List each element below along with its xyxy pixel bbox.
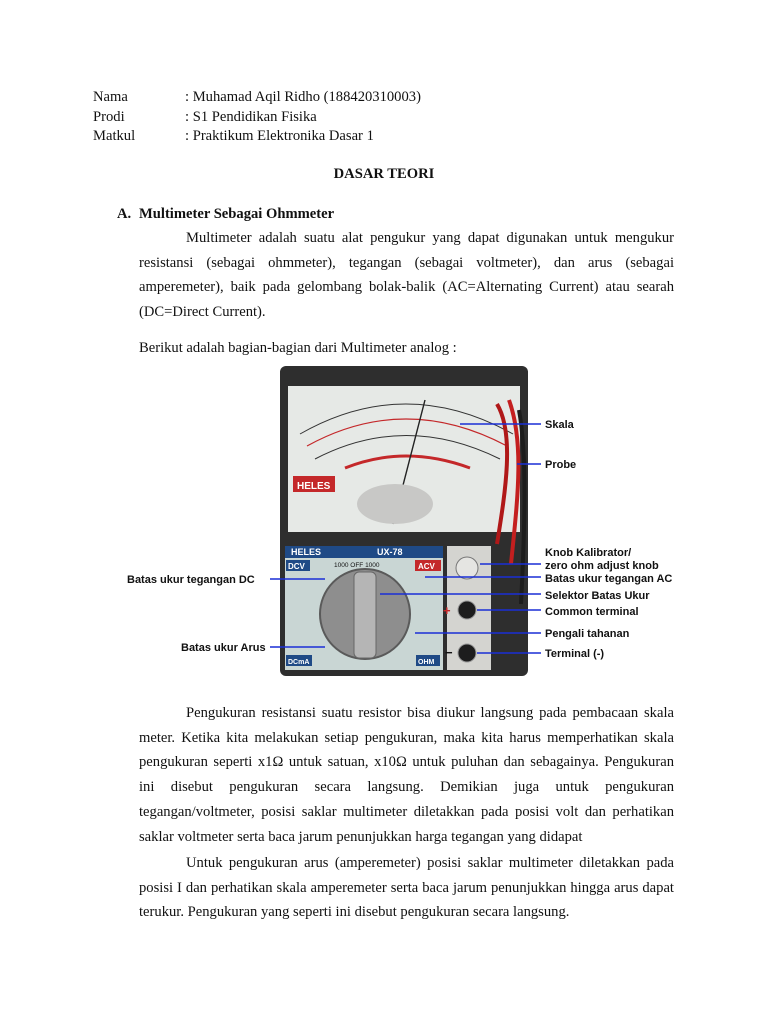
callout-batas-dc: Batas ukur tegangan DC: [127, 574, 255, 586]
section-number: A.: [117, 206, 132, 222]
minus-icon: −: [445, 645, 453, 660]
info-label: Matkul: [93, 128, 136, 144]
info-value: : Praktikum Elektronika Dasar 1: [185, 128, 374, 144]
section-title: Multimeter Sebagai Ohmmeter: [139, 206, 335, 222]
acv-label: ACV: [418, 562, 435, 571]
callout-common: Common terminal: [545, 606, 639, 618]
paragraph-resistance-measurement: Pengukuran resistansi suatu resistor bisa diukur langsung pada pembacaan skala meter. Ketika kita melakukan setiap pengukuran, maka kita harus memperhatikan skala pengukuran seperti x1Ω untuk satuan, x10Ω untuk puluhan dan sebagainya. Pengukuran ini disebut pengukuran secara langsung. Demikian juga untuk pengukuran tegangan/voltmeter, posisi saklar multimeter diletakkan pada posisi volt dan perhatikan saklar voltmeter serta baca jarum penunjukkan harga tegangan yang didapat: [139, 705, 674, 845]
selector-handle[interactable]: [354, 572, 376, 658]
dcv-label: DCV: [288, 562, 305, 571]
dcma-label: DCmA: [288, 659, 310, 666]
callout-terminal-neg: Terminal (-): [545, 648, 605, 660]
callout-skala: Skala: [545, 419, 574, 431]
common-terminal-jack[interactable]: [458, 601, 476, 619]
info-value: : Muhamad Aqil Ridho (188420310003): [185, 89, 421, 105]
off-label: 1000 OFF 1000: [334, 562, 380, 569]
info-label: Prodi: [93, 109, 125, 125]
panel-brand: HELES: [291, 547, 322, 557]
brand-plate-text: HELES: [297, 481, 331, 492]
ohm-label: OHM: [418, 659, 435, 666]
plus-icon: +: [443, 603, 451, 618]
paragraph-intro: Multimeter adalah suatu alat pengukur yang dapat digunakan untuk mengukur resistansi (sebagai ohmmeter), tegangan (sebagai voltmeter), dan arus (sebagai amperemeter), baik pada gelombang bolak-balik (AC=Alternating Current) atau searah (DC=Direct Current).: [139, 230, 674, 321]
callout-knob-line1: Knob Kalibrator/: [545, 547, 632, 559]
callout-batas-arus: Batas ukur Arus: [181, 642, 266, 654]
zero-adjust-knob[interactable]: [456, 557, 478, 579]
needle-pivot-cover: [357, 484, 433, 524]
callout-probe: Probe: [545, 459, 577, 471]
page-title: DASAR TEORI: [333, 166, 435, 182]
callout-pengali: Pengali tahanan: [545, 628, 630, 640]
section-heading: [117, 204, 334, 224]
callout-batas-ac: Batas ukur tegangan AC: [545, 573, 673, 585]
info-value: : S1 Pendidikan Fisika: [185, 109, 317, 125]
paragraph-figure-lead: Berikut adalah bagian-bagian dari Multimeter analog :: [139, 340, 457, 356]
callout-selektor: Selektor Batas Ukur: [545, 590, 650, 602]
info-label: Nama: [93, 89, 128, 105]
panel-model: UX-78: [377, 547, 403, 557]
multimeter-figure: [125, 364, 685, 680]
callout-knob-line2: zero ohm adjust knob: [545, 560, 659, 572]
paragraph-current-measurement: Untuk pengukuran arus (amperemeter) posisi saklar multimeter diletakkan pada posisi I dan perhatikan skala amperemeter serta baca jarum penunjukkan hingga arus dapat terukur. Pengukuran yang seperti ini disebut pengukuran secara langsung.: [139, 855, 674, 921]
negative-terminal-jack[interactable]: [458, 644, 476, 662]
